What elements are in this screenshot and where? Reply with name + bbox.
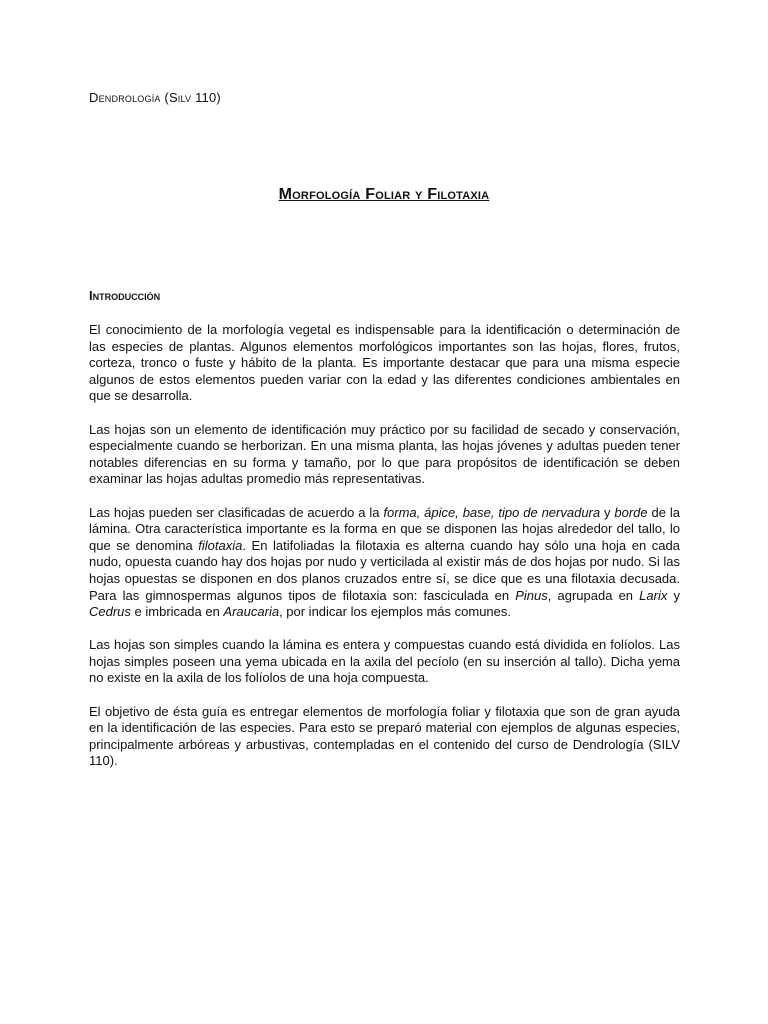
paragraph-3-text: . En latifoliadas la filotaxia es alterna cuando hay sólo una hoja en cada nudo, opuesta cuando hay dos hojas por nudo y verticilada al existir más de dos hojas por nudo. Si las hojas opuestas se disponen en dos planos cruzados entre sí, se dice que es una filotaxia decusada. Para las gimnospermas algunos tipos de filotaxia son: fasciculada en: [89, 537, 680, 603]
paragraph-3-emphasis: borde: [614, 504, 648, 520]
paragraph-3: [89, 505, 680, 621]
paragraph-3-text: Las hojas pueden ser clasificadas de acuerdo a la: [89, 504, 384, 520]
paragraph-5: El objetivo de ésta guía es entregar elementos de morfología foliar y filotaxia que son de gran ayuda en la identificación de las especies. Para esto se preparó material con ejemplos de algunas especies, principalmente arbóreas y arbustivas, contempladas en el contenido del curso de Dendrología (SILV 110).: [89, 703, 680, 769]
paragraph-3-emphasis: Cedrus: [89, 604, 131, 620]
course-header: Dendrología (Silv 110): [89, 90, 221, 105]
section-heading-introduccion: Introducción: [89, 288, 161, 303]
paragraph-3-text: , agrupada en: [547, 587, 640, 603]
paragraph-3-text: e imbricada en: [130, 604, 224, 620]
paragraph-3-emphasis: Larix: [639, 587, 668, 603]
paragraph-3-emphasis: filotaxia: [198, 537, 243, 553]
body-text: [89, 322, 680, 787]
paragraph-3-text: y: [600, 504, 615, 520]
paragraph-1: El conocimiento de la morfología vegetal es indispensable para la identificación o determinación de las especies de plantas. Algunos elementos morfológicos importantes son las hojas, flores, frutos, corteza, tronco o fuste y hábito de la planta. Es importante destacar que para una misma especie algunos de estos elementos pueden variar con la edad y las diferentes condiciones ambientales en que se desarrolla.: [89, 322, 680, 404]
paragraph-3-emphasis: Pinus: [515, 587, 548, 603]
paragraph-4: Las hojas son simples cuando la lámina es entera y compuestas cuando está dividida en folíolos. Las hojas simples poseen una yema ubicada en la axila del pecíolo (en su inserción al tallo). Dicha yema no existe en la axila de los folíolos de una hoja compuesta.: [89, 637, 680, 686]
paragraph-3-text: de la lámina. Otra característica importante es la forma en que se disponen las hojas alrededor del tallo, lo que se denomina: [89, 504, 680, 553]
paragraph-3-emphasis: Araucaria: [223, 604, 280, 620]
paragraph-3-emphasis: forma, ápice, base, tipo de nervadura: [383, 504, 601, 520]
paragraph-2: Las hojas son un elemento de identificación muy práctico por su facilidad de secado y conservación, especialmente cuando se herborizan. En una misma planta, las hojas jóvenes y adultas pueden tener notables diferencias en su forma y tamaño, por lo que para propósitos de identificación se deben examinar las hojas adultas promedio más representativas.: [89, 421, 680, 487]
paragraph-3-text: , por indicar los ejemplos más comunes.: [279, 604, 511, 620]
document-title: Morfología Foliar y Filotaxia: [278, 186, 490, 203]
paragraph-3-text: y: [667, 587, 680, 603]
